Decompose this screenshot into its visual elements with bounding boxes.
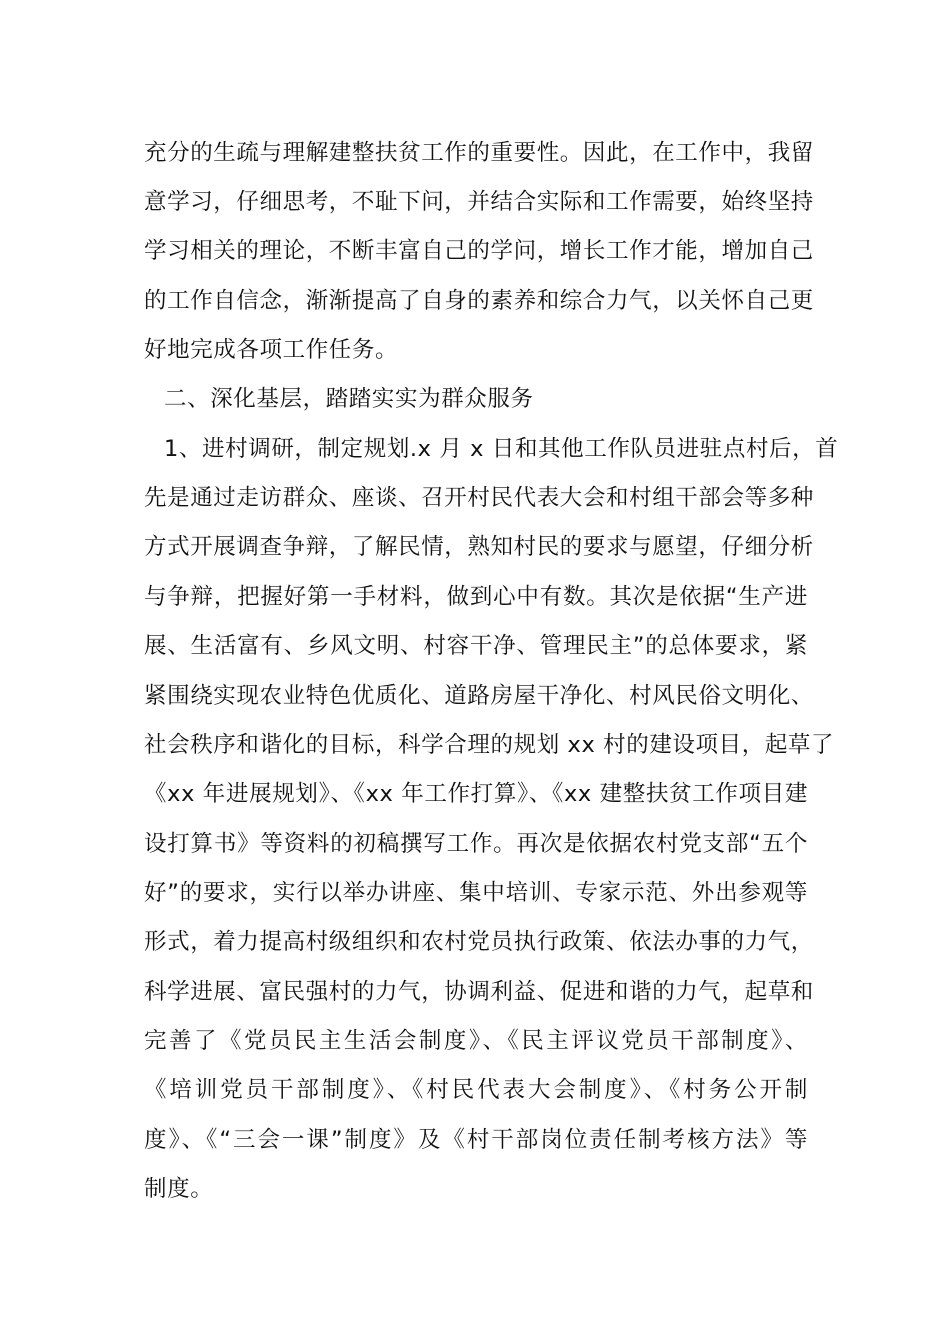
paragraph-line: 《xx 年进展规划》、《xx 年工作打算》、《xx 建整扶贫工作项目建 <box>144 781 808 807</box>
paragraph-line: 形式，着力提高村级组织和农村党员执行政策、依法办事的力气， <box>144 929 814 955</box>
paragraph-line: 《培训党员干部制度》、《村民代表大会制度》、《村务公开制 <box>144 1077 808 1103</box>
paragraph-line: 好”的要求，实行以举办讲座、集中培训、专家示范、外出参观等 <box>144 880 808 906</box>
paragraph-line: 度》、《“三会一课”制度》及《村干部岗位责任制考核方法》等 <box>144 1127 808 1153</box>
paragraph-line: 充分的生疏与理解建整扶贫工作的重要性。因此，在工作中，我留 <box>144 140 814 166</box>
paragraph-line: 完善了《党员民主生活会制度》、《民主评议党员干部制度》、 <box>144 1028 808 1054</box>
paragraph-line: 方式开展调查争辩，了解民情，熟知村民的要求与愿望，仔细分析 <box>144 534 814 560</box>
paragraph-line: 制度。 <box>144 1176 214 1202</box>
paragraph-line: 紧围绕实现农业特色优质化、道路房屋干净化、村风民俗文明化、 <box>144 683 814 709</box>
paragraph-line: 先是通过走访群众、座谈、召开村民代表大会和村组干部会等多种 <box>144 485 814 511</box>
paragraph-line: 科学进展、富民强村的力气，协调利益、促进和谐的力气，起草和 <box>144 979 814 1005</box>
paragraph-line: 意学习，仔细思考，不耻下问，并结合实际和工作需要，始终坚持 <box>144 189 814 215</box>
paragraph-line: 与争辩，把握好第一手材料，做到心中有数。其次是依据“生产进 <box>144 584 808 610</box>
paragraph-line: 社会秩序和谐化的目标，科学合理的规划 xx 村的建设项目，起草了 <box>144 732 835 758</box>
paragraph-line: 的工作自信念，渐渐提高了自身的素养和综合力气，以关怀自己更 <box>144 288 814 314</box>
paragraph-line: 设打算书》等资料的初稿撰写工作。再次是依据农村党支部“五个 <box>144 831 808 857</box>
section-heading: 二、深化基层，踏踏实实为群众服务 <box>164 386 534 412</box>
paragraph-line: 1、进村调研，制定规划.x 月 x 日和其他工作队员进驻点村后，首 <box>164 436 839 462</box>
paragraph-line: 好地完成各项工作任务。 <box>144 337 399 363</box>
paragraph-line: 学习相关的理论，不断丰富自己的学问，增长工作才能，增加自己 <box>144 238 814 264</box>
paragraph-line: 展、生活富有、乡风文明、村容干净、管理民主”的总体要求，紧 <box>144 633 808 659</box>
